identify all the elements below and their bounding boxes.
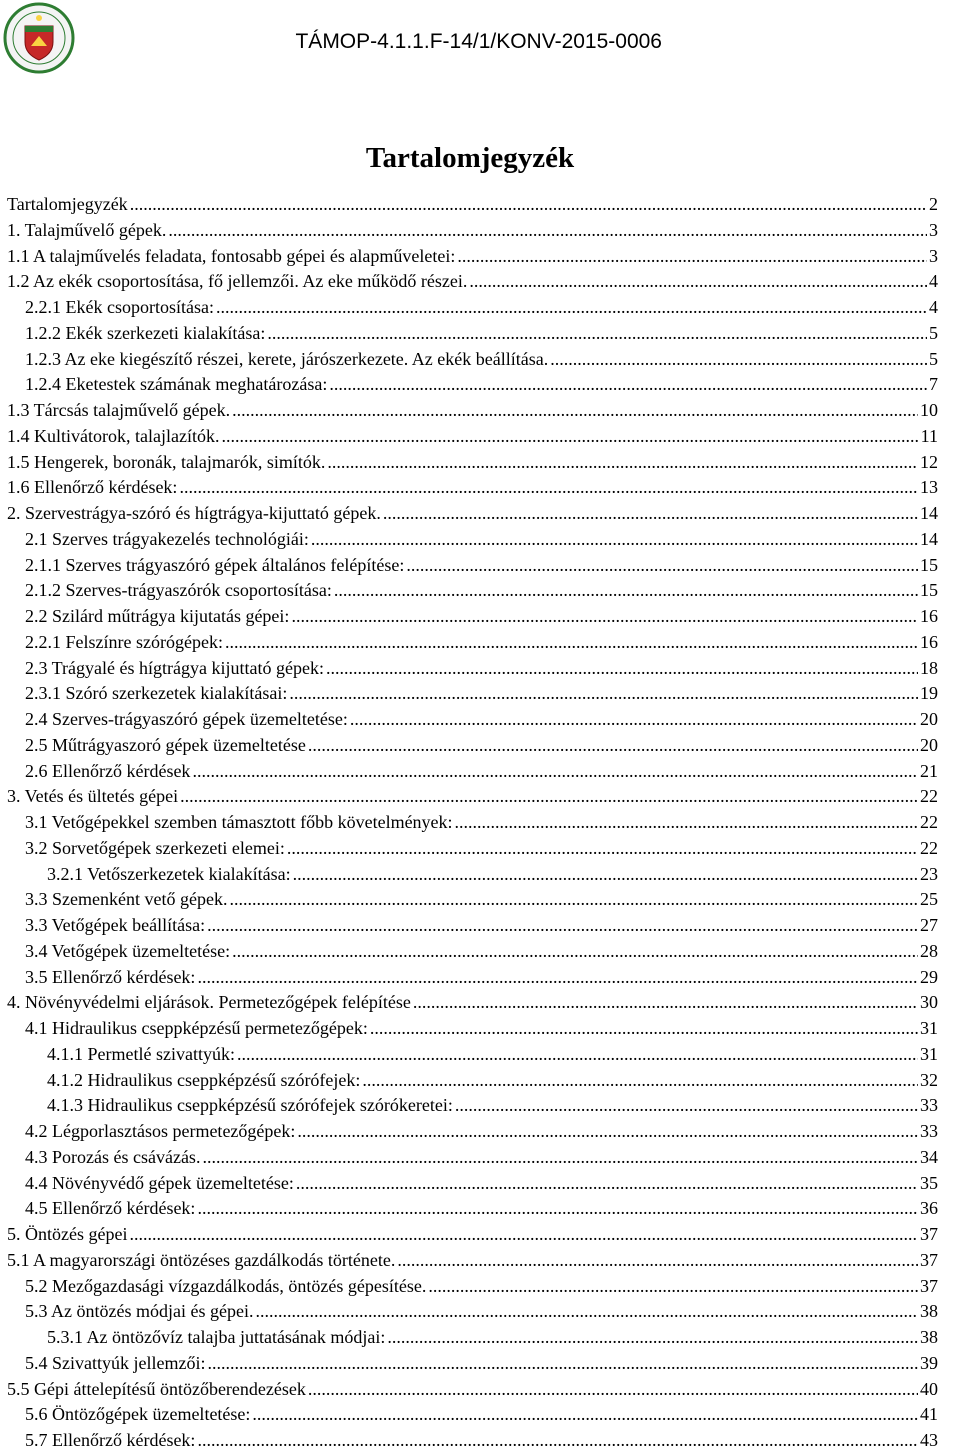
toc-dot-leader <box>311 527 918 553</box>
toc-entry-label: 5.2 Mezőgazdasági vízgazdálkodás, öntözés gépesítése. <box>25 1275 427 1296</box>
toc-entry[interactable] <box>7 218 938 244</box>
toc-entry[interactable] <box>7 527 938 553</box>
toc-dot-leader <box>289 681 918 707</box>
toc-dot-leader <box>237 1042 918 1068</box>
toc-entry-label: 3.3 Vetőgépek beállítása: <box>25 915 206 935</box>
toc-entry[interactable] <box>7 372 938 398</box>
toc-entry-label: 2.6 Ellenőrző kérdések <box>25 760 191 781</box>
toc-entry[interactable] <box>7 1351 938 1377</box>
toc-entry[interactable] <box>7 295 938 321</box>
toc-entry-page-number: 31 <box>920 1018 938 1038</box>
toc-entry-label: 2.3.1 Szóró szerkezetek kialakításai: <box>25 683 288 704</box>
toc-entry[interactable] <box>7 656 938 682</box>
toc-dot-leader <box>308 1377 918 1403</box>
toc-dot-leader <box>179 475 918 501</box>
page-header <box>0 0 960 90</box>
toc-entry-page-number: 22 <box>920 812 938 832</box>
toc-entry-label: 2.1.1 Szerves trágyaszóró gépek általános felépítése: <box>25 554 405 575</box>
toc-entry[interactable] <box>7 862 938 888</box>
toc-entry-page-number: 13 <box>920 477 938 498</box>
toc-dot-leader <box>455 1093 918 1119</box>
toc-entry-page-number: 14 <box>920 503 938 523</box>
toc-dot-leader <box>252 1402 918 1428</box>
toc-entry-page-number: 23 <box>920 863 938 884</box>
toc-entry[interactable] <box>7 398 938 424</box>
table-of-contents <box>7 192 938 1454</box>
toc-entry[interactable] <box>7 836 938 862</box>
toc-dot-leader <box>387 1325 918 1351</box>
toc-dot-leader <box>329 372 927 398</box>
toc-dot-leader <box>287 836 918 862</box>
toc-dot-leader <box>130 192 927 218</box>
toc-entry-label: 4.1.2 Hidraulikus cseppképzésű szórófejek: <box>47 1069 361 1090</box>
toc-entry[interactable] <box>7 707 938 733</box>
toc-entry-label: 2.1 Szerves trágyakezelés technológiái: <box>25 528 309 549</box>
toc-entry-page-number: 36 <box>920 1198 938 1219</box>
toc-entry-label: 2. Szervestrágya-szóró és hígtrágya-kijuttató gépek. <box>7 503 381 523</box>
toc-dot-leader <box>397 1248 918 1274</box>
toc-entry-page-number: 5 <box>929 348 938 369</box>
toc-entry[interactable] <box>7 913 938 939</box>
toc-dot-leader <box>216 295 927 321</box>
toc-dot-leader <box>197 1428 918 1454</box>
toc-entry-label: 5.6 Öntözőgépek üzemeltetése: <box>25 1404 251 1425</box>
toc-entry-label: 5.4 Szivattyúk jellemzői: <box>25 1352 206 1373</box>
toc-dot-leader <box>229 887 918 913</box>
toc-dot-leader <box>383 501 918 527</box>
toc-entry[interactable] <box>7 1093 938 1119</box>
toc-dot-leader <box>207 913 918 939</box>
toc-entry-page-number: 27 <box>920 915 938 935</box>
toc-entry[interactable] <box>7 784 938 810</box>
toc-entry-page-number: 4 <box>929 297 938 317</box>
toc-entry-page-number: 32 <box>920 1069 938 1090</box>
toc-entry[interactable] <box>7 604 938 630</box>
toc-entry-page-number: 29 <box>920 966 938 987</box>
toc-dot-leader <box>197 965 918 991</box>
toc-entry[interactable] <box>7 630 938 656</box>
toc-entry-label: 3.3 Szemenként vető gépek. <box>25 889 228 910</box>
toc-entry-page-number: 21 <box>920 760 938 781</box>
toc-dot-leader <box>370 1016 918 1042</box>
toc-entry[interactable] <box>7 939 938 965</box>
toc-entry[interactable] <box>7 759 938 785</box>
toc-entry-label: 1.4 Kultivátorok, talajlazítók. <box>7 425 220 446</box>
toc-entry-page-number: 2 <box>929 194 938 214</box>
toc-entry-page-number: 14 <box>920 528 938 549</box>
toc-entry-page-number: 22 <box>920 786 938 807</box>
toc-dot-leader <box>129 1222 918 1248</box>
toc-dot-leader <box>293 862 918 888</box>
toc-entry[interactable] <box>7 424 938 450</box>
toc-entry[interactable] <box>7 990 938 1016</box>
toc-entry[interactable] <box>7 810 938 836</box>
toc-entry-page-number: 16 <box>920 631 938 652</box>
toc-entry[interactable] <box>7 1325 938 1351</box>
university-seal-logo <box>3 2 75 74</box>
toc-entry-label: 3.1 Vetőgépekkel szemben támasztott főbb követelmények: <box>25 812 453 832</box>
toc-dot-leader <box>202 1145 918 1171</box>
toc-entry-label: 3. Vetés és ültetés gépei <box>7 786 179 807</box>
toc-entry[interactable] <box>7 1274 938 1300</box>
toc-dot-leader <box>225 630 918 656</box>
toc-entry[interactable] <box>7 681 938 707</box>
toc-entry[interactable] <box>7 501 938 527</box>
toc-entry-page-number: 16 <box>920 606 938 626</box>
toc-entry[interactable] <box>7 475 938 501</box>
toc-entry-page-number: 7 <box>929 374 938 395</box>
toc-entry-label: 1.6 Ellenőrző kérdések: <box>7 477 178 498</box>
toc-entry-label: 1.1 A talajművelés feladata, fontosabb gépei és alapműveletei: <box>7 245 456 266</box>
toc-entry[interactable] <box>7 1068 938 1094</box>
toc-entry[interactable] <box>7 1248 938 1274</box>
toc-entry-label: 4.1.3 Hidraulikus cseppképzésű szórófejek szórókeretei: <box>47 1095 453 1116</box>
toc-entry-page-number: 10 <box>920 400 938 420</box>
toc-entry[interactable] <box>7 1222 938 1248</box>
toc-entry-label: 2.2.1 Ekék csoportosítása: <box>25 297 214 317</box>
toc-entry-page-number: 38 <box>920 1327 938 1347</box>
toc-entry-page-number: 40 <box>920 1378 938 1399</box>
toc-dot-leader <box>406 553 918 579</box>
toc-entry-page-number: 33 <box>920 1095 938 1116</box>
toc-entry-page-number: 35 <box>920 1172 938 1193</box>
toc-entry-label: 1.2.4 Eketestek számának meghatározása: <box>25 374 328 395</box>
toc-dot-leader <box>428 1274 918 1300</box>
toc-entry-label: 2.1.2 Szerves-trágyaszórók csoportosítása: <box>25 580 332 601</box>
toc-entry-page-number: 11 <box>920 425 938 446</box>
toc-entry-page-number: 4 <box>929 271 938 292</box>
toc-dot-leader <box>232 939 918 965</box>
toc-dot-leader <box>457 244 927 270</box>
toc-entry-label: 5. Öntözés gépei <box>7 1224 128 1244</box>
toc-dot-leader <box>180 784 918 810</box>
toc-entry[interactable] <box>7 1299 938 1325</box>
toc-entry-label: 5.7 Ellenőrző kérdések: <box>25 1430 196 1450</box>
toc-entry-page-number: 33 <box>920 1121 938 1141</box>
toc-entry-label: 2.2.1 Felszínre szórógépek: <box>25 631 223 652</box>
toc-entry[interactable] <box>7 1377 938 1403</box>
toc-entry[interactable] <box>7 450 938 476</box>
toc-entry-page-number: 12 <box>920 451 938 472</box>
toc-dot-leader <box>469 269 927 295</box>
toc-entry-page-number: 43 <box>920 1430 938 1450</box>
toc-entry-label: 4.3 Porozás és csávázás. <box>25 1146 201 1167</box>
toc-dot-leader <box>297 1119 918 1145</box>
toc-dot-leader <box>550 347 927 373</box>
toc-entry-page-number: 31 <box>920 1043 938 1064</box>
toc-entry[interactable] <box>7 887 938 913</box>
toc-entry-label: 4. Növényvédelmi eljárások. Permetezőgépek felépítése <box>7 992 411 1013</box>
toc-entry-label: 4.1.1 Permetlé szivattyúk: <box>47 1043 235 1064</box>
toc-entry-label: 4.2 Légporlasztásos permetezőgépek: <box>25 1121 296 1141</box>
toc-entry-label: 1.5 Hengerek, boronák, talajmarók, simítók. <box>7 451 326 472</box>
toc-dot-leader <box>168 218 927 244</box>
toc-entry-page-number: 3 <box>929 245 938 266</box>
toc-dot-leader <box>192 759 918 785</box>
toc-entry[interactable] <box>7 1042 938 1068</box>
toc-entry-page-number: 20 <box>920 734 938 755</box>
toc-entry[interactable] <box>7 347 938 373</box>
toc-entry-label: 1.2 Az ekék csoportosítása, fő jellemzői. Az eke működő részei. <box>7 271 468 292</box>
toc-dot-leader <box>362 1068 918 1094</box>
toc-dot-leader <box>296 1171 918 1197</box>
toc-entry[interactable] <box>7 244 938 270</box>
toc-entry-page-number: 28 <box>920 940 938 961</box>
toc-dot-leader <box>207 1351 918 1377</box>
toc-entry-page-number: 34 <box>920 1146 938 1167</box>
toc-entry[interactable] <box>7 578 938 604</box>
toc-entry-page-number: 37 <box>920 1224 938 1244</box>
page-title: Tartalomjegyzék <box>365 142 575 174</box>
toc-entry-page-number: 37 <box>920 1249 938 1270</box>
toc-entry[interactable] <box>7 192 938 218</box>
toc-entry-page-number: 5 <box>929 322 938 343</box>
toc-entry[interactable] <box>7 553 938 579</box>
toc-entry[interactable] <box>7 733 938 759</box>
toc-entry-label: 3.2 Sorvetőgépek szerkezeti elemei: <box>25 837 285 858</box>
toc-entry-page-number: 41 <box>920 1404 938 1425</box>
toc-dot-leader <box>350 707 918 733</box>
toc-entry-label: 2.5 Műtrágyaszoró gépek üzemeltetése <box>25 734 306 755</box>
toc-entry-label: 1.2.3 Az eke kiegészítő részei, kerete, járószerkezete. Az ekék beállítása. <box>25 348 549 369</box>
toc-entry[interactable] <box>7 1402 938 1428</box>
toc-entry[interactable] <box>7 965 938 991</box>
toc-entry-label: 2.2 Szilárd műtrágya kijutatás gépei: <box>25 606 290 626</box>
toc-entry-page-number: 38 <box>920 1301 938 1322</box>
toc-entry[interactable] <box>7 1145 938 1171</box>
toc-entry-label: 2.3 Trágyalé és hígtrágya kijuttató gépek: <box>25 657 324 678</box>
toc-entry-label: 4.5 Ellenőrző kérdések: <box>25 1198 196 1219</box>
toc-entry-page-number: 39 <box>920 1352 938 1373</box>
toc-dot-leader <box>334 578 918 604</box>
toc-dot-leader <box>221 424 918 450</box>
toc-entry-label: 5.3 Az öntözés módjai és gépei. <box>25 1301 254 1322</box>
toc-dot-leader <box>291 604 918 630</box>
toc-entry-label: 5.5 Gépi áttelepítésű öntözőberendezések <box>7 1378 306 1399</box>
toc-entry-label: Tartalomjegyzék <box>7 194 128 214</box>
toc-entry-label: 1. Talajművelő gépek. <box>7 219 167 240</box>
toc-entry-label: 2.4 Szerves-trágyaszóró gépek üzemeltetése: <box>25 709 348 729</box>
toc-dot-leader <box>326 656 918 682</box>
toc-entry-page-number: 18 <box>920 657 938 678</box>
toc-entry[interactable] <box>7 1171 938 1197</box>
toc-entry-page-number: 15 <box>920 580 938 601</box>
toc-entry[interactable] <box>7 269 938 295</box>
toc-dot-leader <box>308 733 918 759</box>
toc-entry-page-number: 37 <box>920 1275 938 1296</box>
toc-entry-label: 1.3 Tárcsás talajművelő gépek. <box>7 400 231 420</box>
toc-dot-leader <box>267 321 927 347</box>
toc-entry-label: 3.4 Vetőgépek üzemeltetése: <box>25 940 231 961</box>
toc-dot-leader <box>232 398 918 424</box>
toc-entry-page-number: 15 <box>920 554 938 575</box>
toc-dot-leader <box>197 1196 918 1222</box>
toc-entry-label: 1.2.2 Ekék szerkezeti kialakítása: <box>25 322 266 343</box>
toc-dot-leader <box>255 1299 918 1325</box>
toc-entry-label: 4.4 Növényvédő gépek üzemeltetése: <box>25 1172 294 1193</box>
toc-entry[interactable] <box>7 1119 938 1145</box>
toc-entry-page-number: 3 <box>929 219 938 240</box>
toc-entry-label: 3.2.1 Vetőszerkezetek kialakítása: <box>47 863 291 884</box>
toc-dot-leader <box>455 810 918 836</box>
toc-entry[interactable] <box>7 1196 938 1222</box>
toc-entry-page-number: 22 <box>920 837 938 858</box>
toc-entry-label: 3.5 Ellenőrző kérdések: <box>25 966 196 987</box>
toc-dot-leader <box>327 450 918 476</box>
toc-entry[interactable] <box>7 1016 938 1042</box>
toc-entry-page-number: 19 <box>920 683 938 704</box>
toc-entry[interactable] <box>7 321 938 347</box>
toc-entry-label: 5.1 A magyarországi öntözéses gazdálkodás története. <box>7 1249 396 1270</box>
toc-entry-page-number: 20 <box>920 709 938 729</box>
project-code: TÁMOP-4.1.1.F-14/1/KONV-2015-0006 <box>295 30 662 53</box>
toc-dot-leader <box>413 990 918 1016</box>
toc-entry-page-number: 25 <box>920 889 938 910</box>
toc-entry-label: 4.1 Hidraulikus cseppképzésű permetezőgépek: <box>25 1018 368 1038</box>
toc-entry[interactable] <box>7 1428 938 1454</box>
toc-entry-label: 5.3.1 Az öntözővíz talajba juttatásának módjai: <box>47 1327 386 1347</box>
toc-entry-page-number: 30 <box>920 992 938 1013</box>
